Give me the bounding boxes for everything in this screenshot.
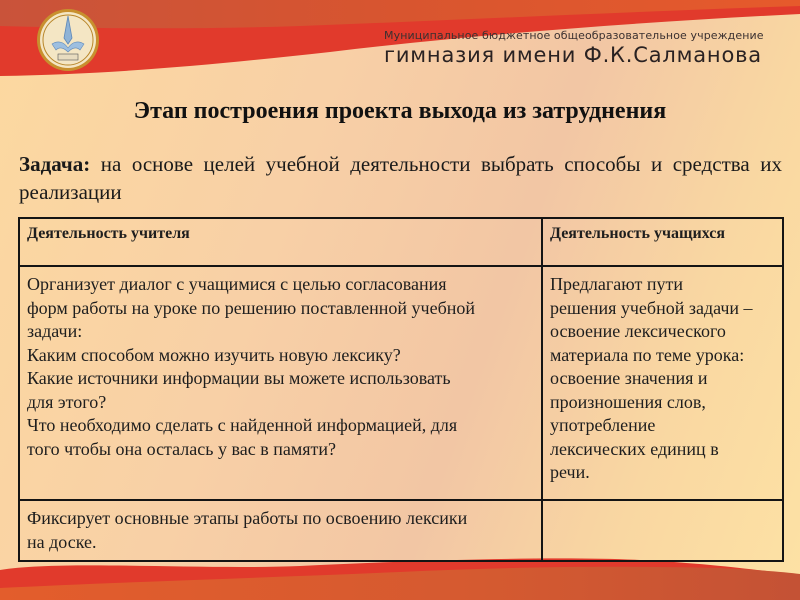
cell-line: лексических единиц в — [550, 438, 719, 459]
student-activity-cell-empty — [542, 500, 783, 561]
cell-line: для этого? — [27, 391, 107, 412]
teacher-activity-cell — [19, 500, 542, 561]
cell-line: форм работы на уроке по решению поставленной учебной — [27, 297, 475, 318]
cell-line: Какие источники информации вы можете использовать — [27, 368, 451, 388]
cell-line: решения учебной задачи – — [550, 297, 753, 318]
cell-line: материала по теме урока: — [550, 344, 745, 365]
cell-line: освоение лексического — [550, 321, 726, 341]
student-activity-cell — [542, 266, 783, 500]
header-teacher-activity: Деятельность учителя — [19, 218, 542, 266]
cell-line: задачи: — [27, 321, 83, 341]
organization-type: Муниципальное бюджетное общеобразовательное учреждение — [384, 29, 764, 42]
task-label: Задача: — [19, 152, 91, 176]
cell-line: речи. — [550, 462, 590, 482]
activity-table — [18, 217, 784, 562]
table-row — [19, 500, 783, 561]
task-statement — [19, 150, 782, 206]
school-emblem-icon — [36, 8, 100, 72]
table-row — [19, 266, 783, 500]
cell-line: освоение значения и — [550, 368, 708, 388]
slide-title: Этап построения проекта выхода из затруднения — [133, 98, 667, 124]
cell-line: на доске. — [27, 531, 97, 552]
cell-line: произношения слов, — [550, 391, 706, 412]
cell-line: Фиксирует основные этапы работы по освоению лексики — [27, 508, 468, 528]
header-student-activity: Деятельность учащихся — [542, 218, 783, 266]
task-text: на основе целей учебной деятельности выбрать способы и средства их реализации — [19, 152, 782, 204]
cell-line: того чтобы она осталась у вас в памяти? — [27, 438, 336, 459]
cell-line: Организует диалог с учащимися с целью согласования — [27, 274, 447, 294]
organization-name: гимназия имени Ф.К.Салманова — [384, 43, 762, 67]
cell-line: употребление — [550, 415, 656, 435]
cell-line: Каким способом можно изучить новую лексику? — [27, 344, 401, 365]
cell-line: Что необходимо сделать с найденной информацией, для — [27, 415, 458, 435]
cell-line: Предлагают пути — [550, 274, 683, 294]
table-header-row — [19, 218, 783, 266]
teacher-activity-cell — [19, 266, 542, 500]
